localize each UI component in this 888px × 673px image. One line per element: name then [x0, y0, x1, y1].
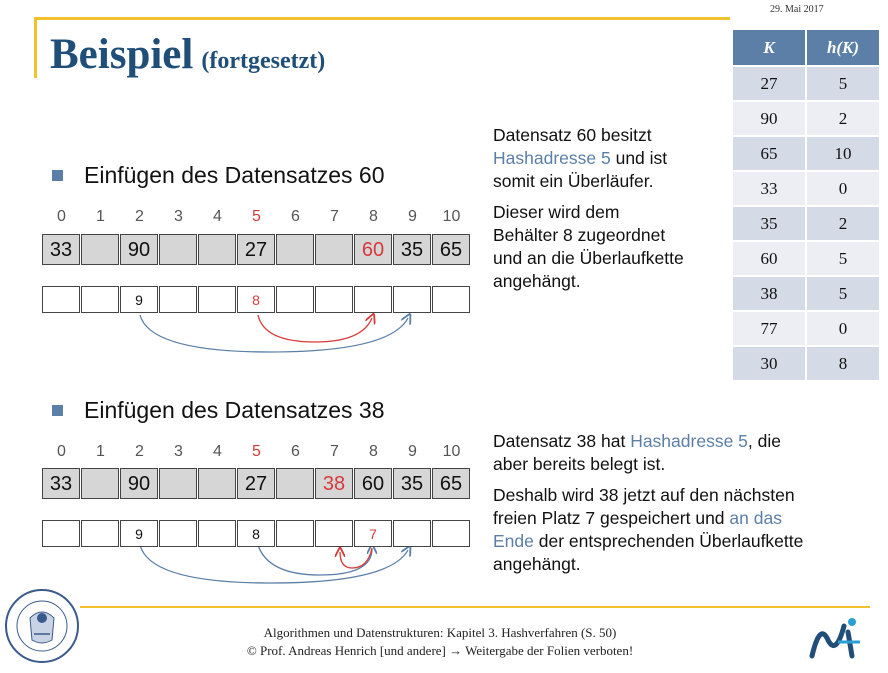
overflow-cell: 9 — [120, 520, 158, 547]
overflow-cell — [432, 520, 470, 547]
bucket-cell — [81, 468, 119, 499]
index-label: 2 — [135, 443, 144, 460]
table-row — [733, 205, 881, 240]
index-label: 9 — [408, 443, 417, 460]
index-label: 8 — [369, 208, 378, 225]
desc-highlight: Hashadresse 5 — [630, 431, 748, 451]
table-row — [733, 310, 881, 345]
bullet-icon — [52, 405, 63, 416]
bucket-cell: 35 — [393, 234, 431, 265]
index-label: 1 — [96, 208, 105, 225]
index-label: 2 — [135, 208, 144, 225]
index-label: 1 — [96, 443, 105, 460]
overflow-cell — [42, 520, 80, 547]
table-cell: 77 — [733, 310, 807, 345]
index-label: 0 — [57, 443, 66, 460]
table-cell: 33 — [733, 170, 807, 205]
desc-text: Behälter 8 zugeordnet — [493, 225, 666, 245]
bucket-cell: 60 — [354, 468, 392, 499]
chain-arrow-5-to-8 — [258, 315, 372, 342]
desc-text: Dieser wird dem — [493, 202, 620, 222]
index-label-hash: 5 — [252, 208, 261, 225]
chain-arrow-5-to-8 — [258, 545, 372, 575]
section2-overflow-array — [42, 520, 472, 548]
table-cell: 90 — [733, 100, 807, 135]
chair-logo-icon — [808, 612, 864, 662]
table-header-hash: h(K) — [807, 30, 881, 65]
index-label: 10 — [442, 443, 461, 460]
bucket-cell: 65 — [432, 468, 470, 499]
index-label: 7 — [330, 443, 339, 460]
desc-text: angehängt. — [493, 271, 581, 291]
section1-description — [493, 124, 733, 293]
index-label-hash: 5 — [252, 443, 261, 460]
overflow-cell — [315, 520, 353, 547]
table-row — [733, 100, 881, 135]
footer-line-2: © Prof. Andreas Henrich [und andere] → Weitergabe der Folien verboten! — [246, 643, 634, 658]
bucket-cell — [198, 468, 236, 499]
bucket-cell: 33 — [42, 468, 80, 499]
desc-text: aber bereits belegt ist. — [493, 454, 666, 474]
overflow-cell: 9 — [120, 286, 158, 313]
chain-arrow-8-to-7 — [340, 548, 372, 568]
overflow-cell — [198, 520, 236, 547]
desc-highlight: Hashadresse 5 — [493, 148, 611, 168]
bucket-cell-inserted: 38 — [315, 468, 353, 499]
bucket-cell — [159, 468, 197, 499]
table-row — [733, 345, 881, 380]
table-row — [733, 170, 881, 205]
desc-highlight: Ende — [493, 531, 534, 551]
table-cell: 60 — [733, 240, 807, 275]
overflow-cell-new: 7 — [354, 520, 392, 547]
table-row — [733, 65, 881, 100]
bucket-cell: 27 — [237, 468, 275, 499]
table-row — [733, 135, 881, 170]
bucket-cell: 27 — [237, 234, 275, 265]
desc-text: somit ein Überläufer. — [493, 171, 654, 191]
bucket-cell: 90 — [120, 234, 158, 265]
table-cell: 65 — [733, 135, 807, 170]
desc-text: , die — [747, 431, 781, 451]
footer-line-1: Algorithmen und Datenstrukturen: Kapitel 3. Hashverfahren (S. 50) — [263, 625, 617, 640]
table-row — [733, 240, 881, 275]
footer-text — [190, 624, 690, 660]
overflow-cell-new: 8 — [237, 286, 275, 313]
chain-arrow-2-to-9 — [140, 545, 408, 583]
desc-text: freien Platz 7 gespeichert und — [493, 508, 725, 528]
section2-description — [493, 430, 853, 576]
table-cell: 38 — [733, 275, 807, 310]
desc-text: Deshalb wird 38 jetzt auf den nächsten — [493, 485, 795, 505]
table-cell: 8 — [807, 345, 881, 380]
index-label: 3 — [174, 208, 183, 225]
index-label: 0 — [57, 208, 66, 225]
index-label: 9 — [408, 208, 417, 225]
section2-primary-array — [42, 468, 472, 500]
index-label: 10 — [442, 208, 461, 225]
table-cell: 30 — [733, 345, 807, 380]
index-label: 6 — [291, 443, 300, 460]
table-cell: 35 — [733, 205, 807, 240]
desc-text: Datensatz 38 hat — [493, 431, 626, 451]
table-cell: 5 — [807, 240, 881, 275]
bucket-cell-inserted: 60 — [354, 234, 392, 265]
table-cell: 0 — [807, 170, 881, 205]
bucket-cell — [276, 468, 314, 499]
table-cell: 5 — [807, 65, 881, 100]
desc-highlight: an das — [729, 508, 782, 528]
bucket-cell: 35 — [393, 468, 431, 499]
overflow-cell — [81, 520, 119, 547]
table-cell: 0 — [807, 310, 881, 345]
desc-text: Datensatz 60 besitzt — [493, 125, 652, 145]
title-sub: (fortgesetzt) — [201, 48, 326, 74]
index-label: 6 — [291, 208, 300, 225]
section2-index-row — [42, 443, 472, 463]
overflow-cell: 8 — [237, 520, 275, 547]
overflow-cell — [276, 520, 314, 547]
title-main: Beispiel — [50, 31, 194, 78]
bucket-cell: 90 — [120, 468, 158, 499]
table-cell: 5 — [807, 275, 881, 310]
index-label: 3 — [174, 443, 183, 460]
table-cell: 2 — [807, 205, 881, 240]
table-cell: 2 — [807, 100, 881, 135]
footer-accent-line — [80, 606, 870, 608]
section2-heading: Einfügen des Datensatzes 38 — [84, 397, 385, 423]
chain-arrow-2-to-9 — [140, 315, 408, 352]
hash-function-table — [733, 30, 881, 380]
bucket-cell: 33 — [42, 234, 80, 265]
overflow-cell — [393, 520, 431, 547]
index-label: 4 — [213, 208, 222, 225]
table-cell: 27 — [733, 65, 807, 100]
university-seal-icon — [4, 582, 80, 668]
slide-date: 29. Mai 2017 — [770, 4, 824, 15]
bucket-cell: 65 — [432, 234, 470, 265]
index-label: 4 — [213, 443, 222, 460]
desc-text: angehängt. — [493, 554, 581, 574]
desc-text: der entsprechenden Überlaufkette — [538, 531, 804, 551]
index-label: 8 — [369, 443, 378, 460]
index-label: 7 — [330, 208, 339, 225]
desc-text: und an die Überlaufkette — [493, 248, 684, 268]
hash-table — [733, 30, 881, 380]
table-header-key: K — [733, 30, 807, 65]
desc-text: und ist — [615, 148, 668, 168]
section1-heading: Einfügen des Datensatzes 60 — [84, 162, 385, 188]
table-row — [733, 275, 881, 310]
overflow-cell — [159, 520, 197, 547]
table-cell: 10 — [807, 135, 881, 170]
